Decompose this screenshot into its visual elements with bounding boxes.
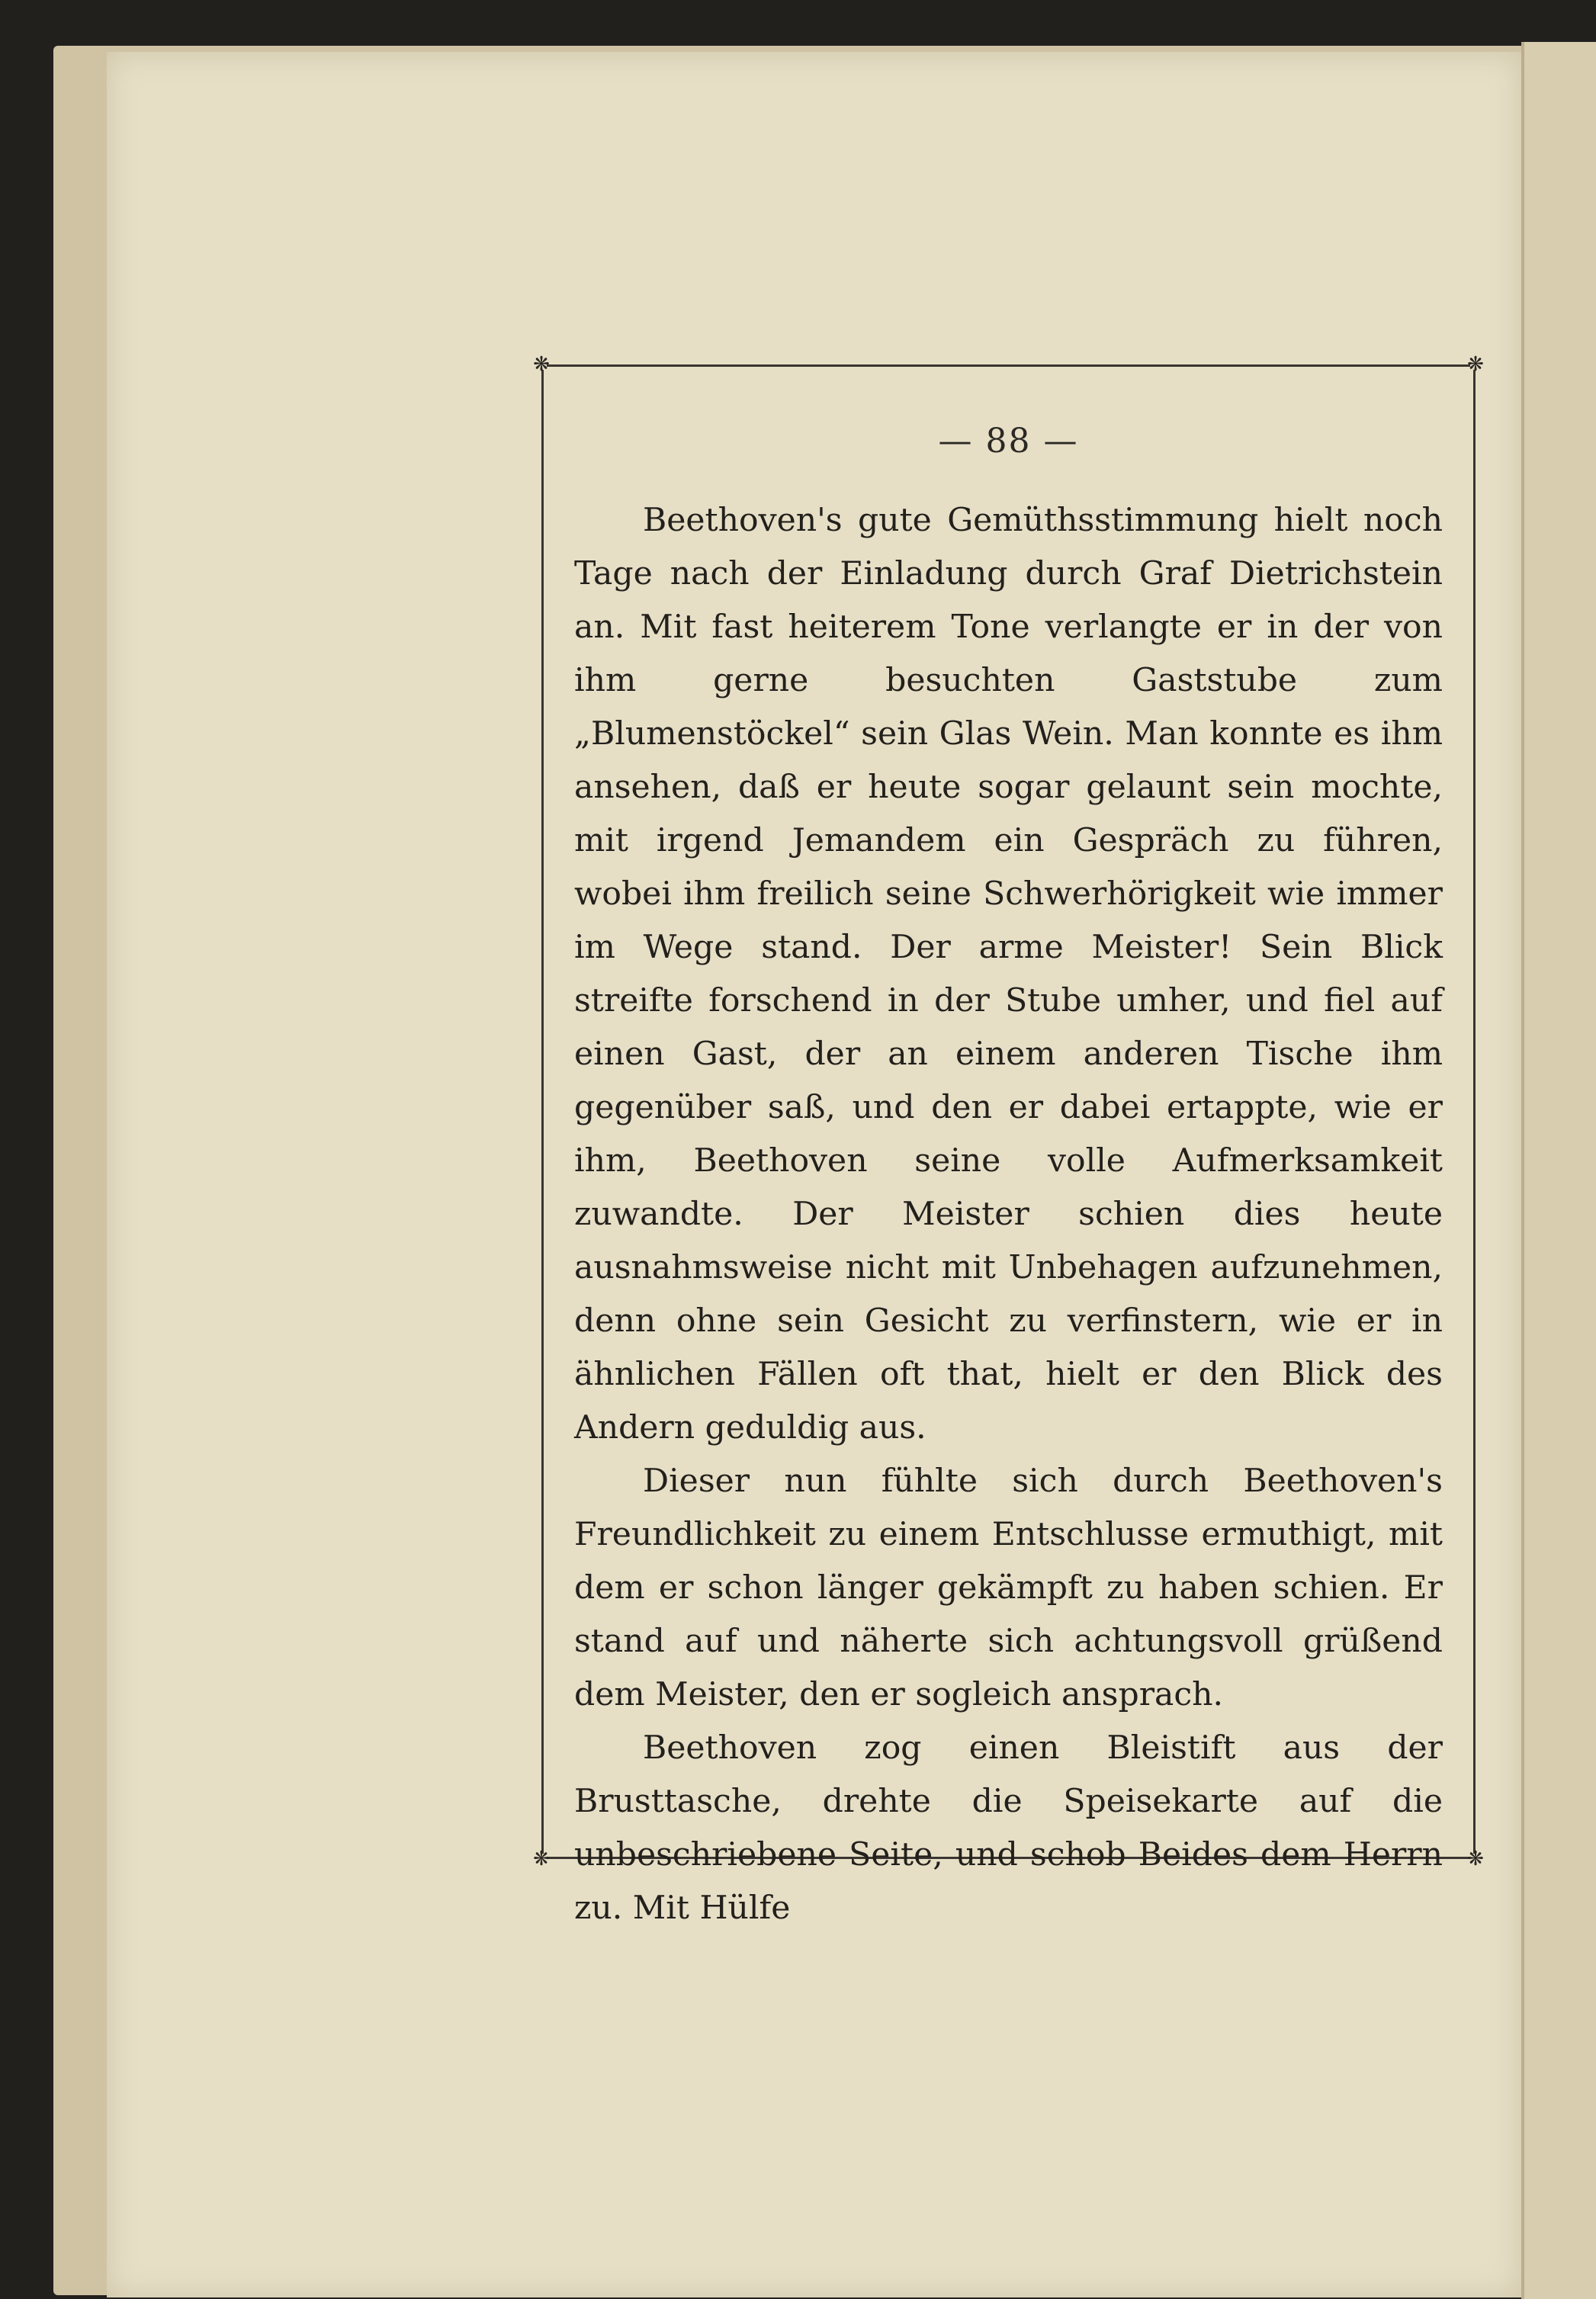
paragraph: Beethoven's gute Gemüthsstimmung hielt noch Tage nach der Einladung durch Graf Dietrichstein an. Mit fast heiterem Tone verlangte er in der von ihm gerne besuchten Gaststube zum „Blumenstöckel“ sein Glas Wein. Man konnte es ihm ansehen, daß er heute sogar gelaunt sein mochte, mit irgend Jemandem ein Gespräch zu führen, wobei ihm freilich seine Schwerhörigkeit wie immer im Wege stand. Der arme Meister! Sein Blick streifte forschend in der Stube umher, und fiel auf einen Gast, der an einem anderen Tische ihm gegenüber saß, und den er dabei ertappte, wie er ihm, Beethoven seine volle Aufmerksamkeit zuwandte. Der Meister schien dies heute ausnahmsweise nicht mit Unbehagen aufzunehmen, denn ohne sein Gesicht zu verfinstern, wie er in ähnlichen Fällen oft that, hielt er den Blick des Andern geduldig aus. [574, 502, 1443, 1447]
corner-ornament-icon: ❋ [1467, 353, 1484, 376]
corner-ornament-icon: ❋ [1467, 1848, 1484, 1870]
body-text [574, 494, 1443, 1935]
corner-ornament-icon: ❋ [533, 1848, 550, 1870]
frame-rule-left [541, 370, 544, 1854]
facing-page-edge [1521, 42, 1596, 2299]
book-page [107, 52, 1521, 2297]
corner-ornament-icon: ❋ [533, 353, 550, 376]
frame-rule-right [1473, 370, 1476, 1854]
frame-rule-top [547, 364, 1470, 367]
paragraph: Beethoven zog einen Bleistift aus der Brusttasche, drehte die Speisekarte auf die unbeschriebene Seite, und schob Beides dem Herrn zu. Mit Hülfe [574, 1729, 1443, 1927]
text-frame [533, 353, 1484, 1927]
page-number: — 88 — [938, 422, 1079, 461]
paragraph: Dieser nun fühlte sich durch Beethoven's Freundlichkeit zu einem Entschlusse ermuthigt, mit dem er schon länger gekämpft zu haben schien. Er stand auf und näherte sich achtungsvoll grüßend dem Meister, den er sogleich ansprach. [574, 1463, 1443, 1713]
